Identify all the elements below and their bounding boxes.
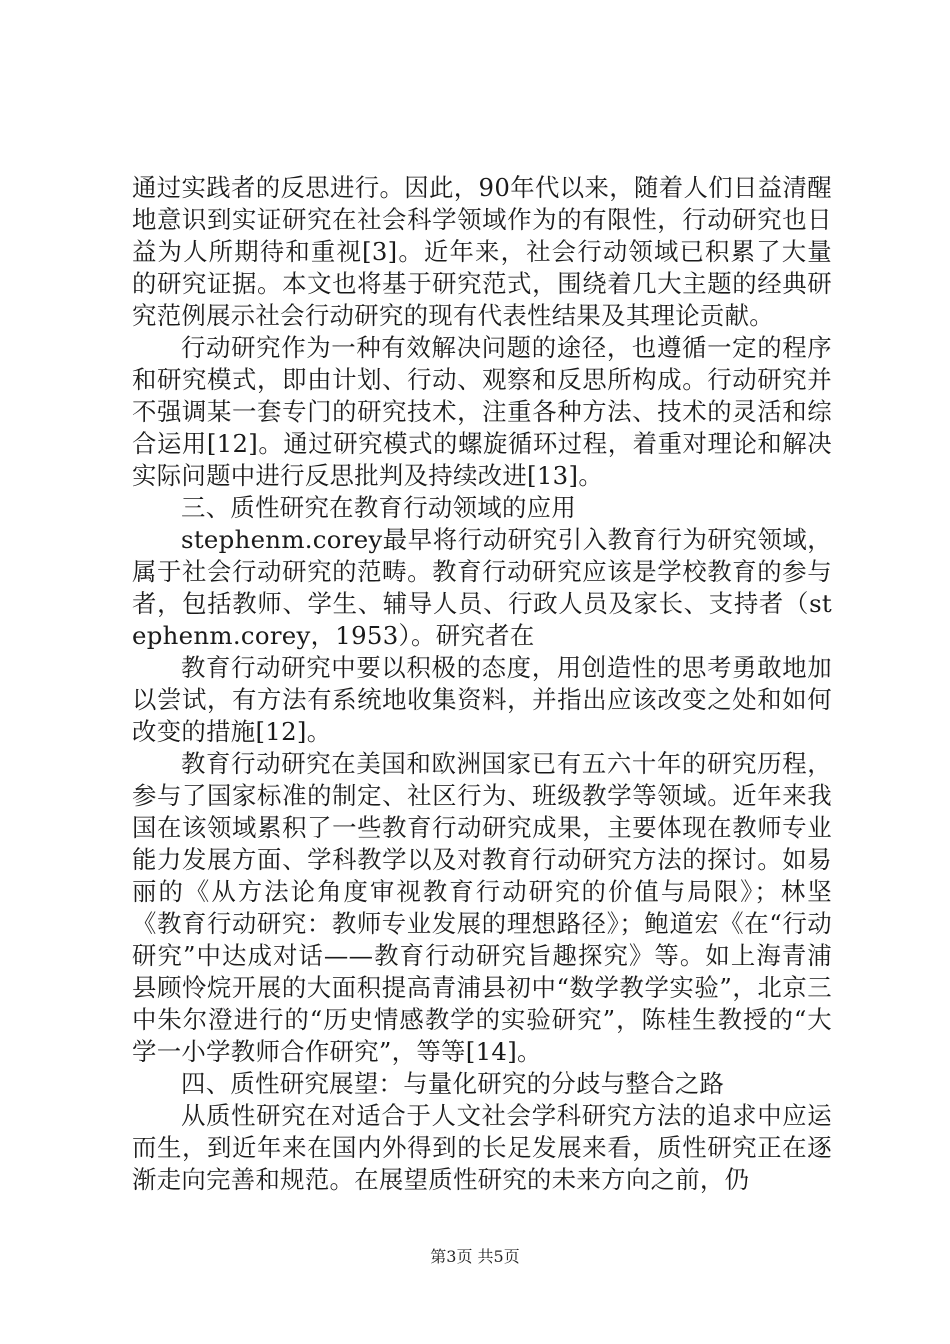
page-footer: 第3页 共5页 [430,1247,520,1266]
paragraph-5: 教育行动研究中要以积极的态度，用创造性的思考勇敢地加以尝试，有方法有系统地收集资料，并指出应该改变之处和如何改变的措施[12]。 [132,653,832,746]
section-heading-4: 四、质性研究展望：与量化研究的分歧与整合之路 [181,1069,725,1098]
paragraph-6: 教育行动研究在美国和欧洲国家已有五六十年的研究历程，参与了国家标准的制定、社区行为、班级教学等领域。近年来我国在该领域累积了一些教育行动研究成果，主要体现在教师专业能力发展方面、学科教学以及对教育行动研究方法的探讨。如易丽的《从方法论角度审视教育行动研究的价值与局限》；林坚《教育行动研究：教师专业发展的理想路径》；鲍道宏《在“行动研究”中达成对话——教育行动研究旨趣探究》等。如上海青浦县顾怜烷开展的大面积提高青浦县初中“数学教学实验”，北京三中朱尔澄进行的“历史情感教学的实验研究”，陈桂生教授的“大学一小学教师合作研究”，等等[14]。 [132,749,832,1066]
paragraph-1: 通过实践者的反思进行。因此，90年代以来，随着人们日益清醒地意识到实证研究在社会科学领域作为的有限性，行动研究也日益为人所期待和重视[3]。近年来，社会行动领域已积累了大量的研究证据。本文也将基于研究范式，围绕着几大主题的经典研究范例展示社会行动研究的现有代表性结果及其理论贡献。 [132,173,832,330]
paragraph-4: stephenm.corey最早将行动研究引入教育行为研究领域，属于社会行动研究的范畴。教育行动研究应该是学校教育的参与者，包括教师、学生、辅导人员、行政人员及家长、支持者（stephenm.corey，1953）。研究者在 [132,525,832,650]
paragraph-8: 从质性研究在对适合于人文社会学科研究方法的追求中应运而生，到近年来在国内外得到的长足发展来看，质性研究正在逐渐走向完善和规范。在展望质性研究的未来方向之前，仍 [132,1101,832,1194]
paragraph-2: 行动研究作为一种有效解决问题的途径，也遵循一定的程序和研究模式，即由计划、行动、观察和反思所构成。行动研究并不强调某一套专门的研究技术，注重各种方法、技术的灵活和综合运用[12]。通过研究模式的螺旋循环过程，着重对理论和解决实际问题中进行反思批判及持续改进[13]。 [132,333,832,490]
section-heading-3: 三、质性研究在教育行动领域的应用 [181,493,577,522]
document-body [132,172,832,1196]
